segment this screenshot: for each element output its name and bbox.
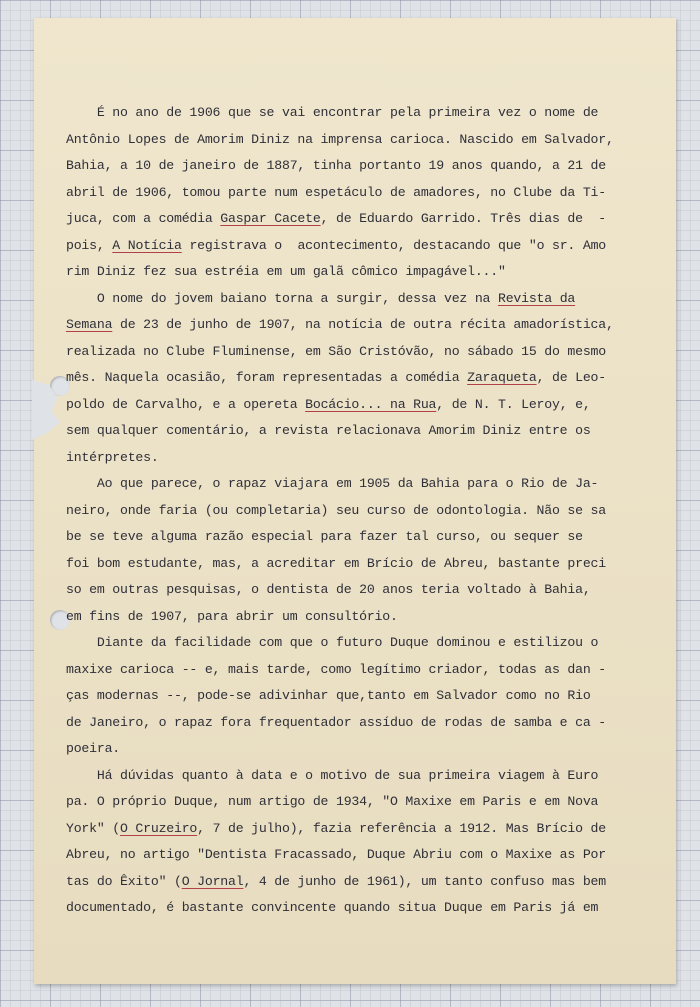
text-line (66, 816, 626, 843)
underlined-title: O Cruzeiro (120, 820, 198, 836)
text-run: maxixe carioca -- e, mais tarde, como legítimo criador, todas as dan - (66, 661, 606, 677)
text-run: É no ano de 1906 que se vai encontrar pela primeira vez o nome de (66, 105, 599, 120)
text-run: abril de 1906, tomou parte num espetáculo de amadores, no Clube da Ti- (66, 184, 606, 200)
text-line (66, 710, 626, 737)
text-run: poeira. (66, 741, 120, 756)
text-run: neiro, onde faria (ou completaria) seu curso de odontologia. Não se sa (66, 502, 606, 518)
text-run: sem qualquer comentário, a revista relacionava Amorim Diniz entre os (66, 423, 591, 438)
underlined-title: Bocácio... na Rua (305, 396, 437, 412)
text-run: pois, (66, 237, 113, 253)
text-run: be se teve alguma razão especial para fazer tal curso, ou sequer se (66, 529, 583, 544)
text-run: registrava o acontecimento, destacando que "o sr. Amo (181, 237, 606, 253)
text-line (66, 736, 626, 763)
text-run: , de Leo- (536, 370, 606, 385)
text-line (66, 339, 626, 366)
text-line (66, 551, 626, 578)
text-line (66, 312, 626, 339)
text-run: Há dúvidas quanto à data e o motivo de sua primeira viagem à Euro (66, 767, 599, 783)
underlined-title: Gaspar Cacete (220, 211, 321, 226)
text-run: em fins de 1907, para abrir um consultório. (66, 608, 398, 624)
text-run: Antônio Lopes de Amorim Diniz na imprensa carioca. Nascido em Salvador, (66, 131, 614, 147)
text-line (66, 418, 626, 445)
text-run: , de Eduardo Garrido. Três dias de - (320, 211, 606, 226)
text-run: foi bom estudante, mas, a acreditar em Brício de Abreu, bastante preci (66, 555, 606, 571)
underlined-title: Revista da (497, 290, 576, 306)
text-run: de 23 de junho de 1907, na notícia de outra récita amadorística, (112, 317, 614, 332)
text-line (66, 524, 626, 551)
text-line (66, 842, 626, 869)
text-run: Ao que parece, o rapaz viajara em 1905 da Bahia para o Rio de Ja- (66, 476, 599, 491)
text-line (66, 630, 626, 657)
text-line (66, 869, 626, 896)
text-line (66, 604, 626, 631)
text-line (66, 392, 626, 419)
text-run: ças modernas --, pode-se adivinhar que,tanto em Salvador como no Rio (66, 688, 591, 703)
text-run: tas do Êxito" ( (66, 873, 182, 889)
text-line (66, 657, 626, 684)
text-line (66, 577, 626, 604)
text-run: rim Diniz fez sua estréia em um galã cômico impagável..." (66, 264, 506, 279)
text-line (66, 895, 626, 922)
text-run: Diante da facilidade com que o futuro Duque dominou e estilizou o (66, 635, 599, 650)
text-run: , 7 de julho), fazia referência a 1912. Mas Brício de (197, 820, 606, 836)
text-line (66, 259, 626, 286)
text-line (66, 789, 626, 816)
text-run: documentado, é bastante convincente quando situa Duque em Paris já em (66, 900, 599, 915)
text-run: O nome do jovem baiano torna a surgir, dessa vez na (66, 290, 498, 306)
underlined-title: Semana (66, 317, 113, 332)
text-run: de Janeiro, o rapaz fora frequentador assíduo de rodas de samba e ca - (66, 714, 606, 730)
text-run: juca, com a comédia (66, 211, 221, 226)
text-run: York" ( (66, 820, 120, 836)
text-run: mês. Naquela ocasião, foram representadas a comédia (66, 370, 468, 385)
text-line (66, 100, 626, 127)
text-run: intérpretes. (66, 449, 159, 465)
text-run: , 4 de junho de 1961), um tanto confuso mas bem (243, 873, 606, 889)
underlined-title: Zaraqueta (467, 370, 537, 385)
text-line (66, 153, 626, 180)
text-line (66, 683, 626, 710)
text-line (66, 206, 626, 233)
underlined-title: A Notícia (112, 237, 182, 253)
text-line (66, 127, 626, 154)
text-run: poldo de Carvalho, e a opereta (66, 396, 306, 412)
text-line (66, 498, 626, 525)
text-run: pa. O próprio Duque, num artigo de 1934, "O Maxixe em Paris e em Nova (66, 794, 599, 809)
text-run: so em outras pesquisas, o dentista de 20 anos teria voltado à Bahia, (66, 582, 591, 597)
text-line (66, 365, 626, 392)
text-run: realizada no Clube Fluminense, em São Cristóvão, no sábado 15 do mesmo (66, 343, 606, 359)
text-run: , de N. T. Leroy, e, (436, 396, 591, 412)
text-line (66, 233, 626, 260)
text-run: Bahia, a 10 de janeiro de 1887, tinha portanto 19 anos quando, a 21 de (66, 158, 606, 173)
text-line (66, 471, 626, 498)
text-line (66, 763, 626, 790)
text-line (66, 445, 626, 472)
text-line (66, 180, 626, 207)
typed-text-body (66, 100, 626, 922)
text-run: Abreu, no artigo "Dentista Fracassado, Duque Abriu com o Maxixe as Por (66, 847, 606, 862)
text-line (66, 286, 626, 313)
underlined-title: O Jornal (181, 873, 244, 889)
